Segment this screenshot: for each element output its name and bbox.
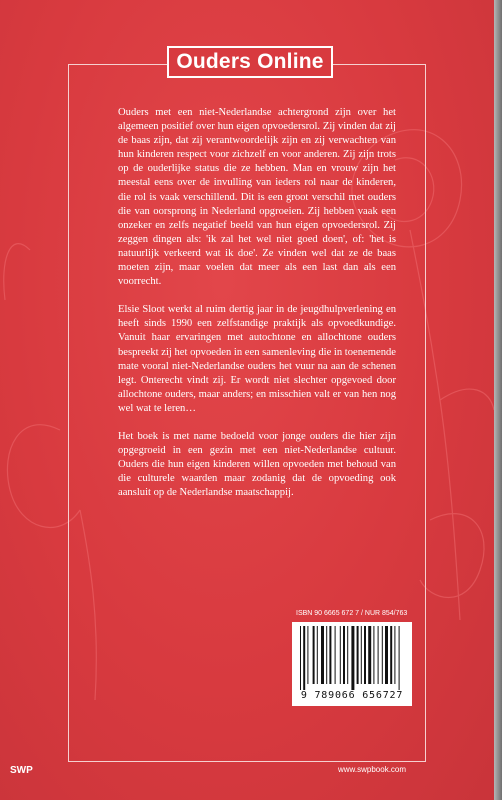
- isbn-text: ISBN 90 6665 672 7 / NUR 854/763: [296, 610, 408, 617]
- blurb-paragraph: Ouders met een niet-Nederlandse achtergrond zijn over het algemeen positief over hun eigen opvoedersrol. Zij vinden dat zij de baas zijn, dat zij verantwoordelijk zijn en zij verwachten van hun kinderen respect voor zichzelf en voor anderen. Zij zijn trots op de ouderlijke status die ze hebben. Man en vrouw zijn het meestal eens over de invulling van ieders rol naar de kinderen, die rol is vaak verschillend. Dit is een groot verschil met ouders die van oorsprong in Nederland opgroeien. Zij hebben vaak een onzeker en zelfs negatief beeld van hun eigen opvoedersrol. Zij zeggen dingen als: 'ik zal het wel niet goed doen', of: 'het is natuurlijk verkeerd wat ik doe'. Ze vinden wel dat ze de baas moeten zijn, maar voelen dat meer als een last dan als een voorrecht.: [118, 107, 396, 288]
- series-logo-box: [167, 46, 333, 78]
- barcode-number: 9 789066 656727: [300, 690, 404, 701]
- blurb-text: [118, 106, 396, 514]
- barcode-bars-icon: [298, 626, 406, 690]
- book-edge: [494, 0, 502, 800]
- publisher-logo: SWP: [10, 765, 33, 776]
- series-title: Ouders Online: [176, 50, 324, 73]
- blurb-paragraph: Het boek is met name bedoeld voor jonge ouders die hier zijn opgegroeid in een gezin met een niet-Nederlandse cultuur. Ouders die hun eigen kinderen willen opvoeden met behoud van die culturele waarden maar zodanig dat de opvoeding ook aansluit op de Nederlandse maatschappij.: [118, 430, 396, 499]
- publisher-website: www.swpbook.com: [338, 765, 407, 774]
- barcode: [292, 622, 412, 706]
- blurb-paragraph: Elsie Sloot werkt al ruim dertig jaar in de jeugdhulpverlening en heeft sinds 1990 een zelfstandige praktijk als opvoedkundige. Vanuit haar ervaringen met autochtone en allochtone ouders bespreekt zij het opvoeden in een samenleving die in toenemende mate vooral niet-Nederlandse ouders het vuur na aan de schenen legt. Onterecht vindt zij. Er wordt niet slechter opgevoed door allochtone ouders, maar anders; en misschien valt er van hen nog wel wat te leren…: [118, 304, 396, 414]
